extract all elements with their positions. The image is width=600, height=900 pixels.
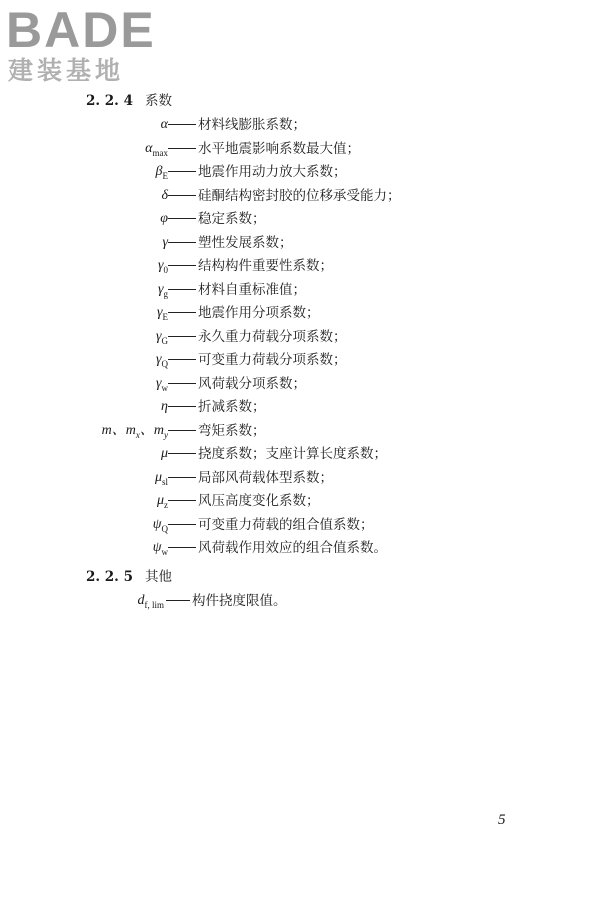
coefficient-definition: 材料线膨胀系数； bbox=[198, 117, 306, 133]
coefficient-symbol: $\gamma_g$ bbox=[157, 281, 168, 299]
coefficient-definition: 永久重力荷载分项系数； bbox=[198, 328, 347, 345]
coefficient-definition: 风荷载作用效应的组合值系数。 bbox=[198, 540, 387, 556]
em-dash-rule bbox=[168, 430, 196, 431]
coefficient-row bbox=[0, 467, 600, 489]
coefficient-symbol: $\gamma_0$ bbox=[157, 258, 168, 275]
section-title: 系数 bbox=[144, 93, 172, 109]
coefficient-row bbox=[0, 420, 600, 442]
em-dash-rule bbox=[168, 148, 196, 149]
coefficient-symbol: φ bbox=[160, 211, 168, 226]
coefficient-definition: 弯矩系数； bbox=[198, 422, 266, 439]
coefficient-definition: 可变重力荷载的组合值系数； bbox=[198, 516, 374, 533]
section-number: 2. 2. 5 bbox=[86, 569, 133, 585]
coefficient-row bbox=[0, 185, 600, 207]
coefficient-row bbox=[0, 514, 600, 536]
coefficient-row bbox=[0, 537, 600, 559]
coefficient-definition: 塑性发展系数； bbox=[198, 234, 293, 251]
coefficient-symbol: $\psi_Q$ bbox=[152, 516, 168, 534]
coefficient-symbol: $\gamma_w$ bbox=[155, 375, 168, 393]
em-dash-rule bbox=[168, 406, 196, 407]
em-dash-rule bbox=[168, 453, 196, 454]
em-dash-rule bbox=[168, 336, 196, 337]
em-dash-rule bbox=[168, 289, 196, 290]
coefficient-symbol: $\alpha_{max}$ bbox=[145, 140, 168, 158]
coefficient-row bbox=[0, 208, 600, 230]
coefficient-definition: 挠度系数；支座计算长度系数； bbox=[198, 446, 387, 462]
coefficient-symbol: γ bbox=[162, 234, 168, 250]
section-heading-2-2-4 bbox=[86, 92, 172, 110]
em-dash-rule bbox=[168, 477, 196, 478]
coefficient-symbol: α bbox=[160, 117, 168, 132]
coefficient-row bbox=[0, 373, 600, 395]
em-dash-rule bbox=[166, 600, 190, 601]
other-definition: 构件挠度限值。 bbox=[192, 593, 287, 609]
coefficient-row bbox=[0, 443, 600, 465]
section-heading-2-2-5 bbox=[86, 568, 172, 586]
em-dash-rule bbox=[168, 195, 196, 196]
coefficient-definition: 局部风荷载体型系数； bbox=[198, 469, 333, 486]
coefficient-row bbox=[0, 138, 600, 160]
em-dash-rule bbox=[168, 547, 196, 548]
other-symbol: $d_{f, lim}$ bbox=[137, 593, 164, 610]
coefficient-row bbox=[0, 326, 600, 348]
coefficient-symbol: η bbox=[161, 399, 168, 414]
em-dash-rule bbox=[168, 265, 196, 266]
em-dash-rule bbox=[168, 171, 196, 172]
coefficient-row bbox=[0, 114, 600, 136]
em-dash-rule bbox=[168, 242, 196, 243]
coefficient-symbol: μ bbox=[160, 446, 168, 461]
other-row bbox=[0, 590, 600, 612]
coefficient-symbol: m、$m_x$、$m_y$ bbox=[101, 422, 168, 440]
em-dash-rule bbox=[168, 359, 196, 360]
coefficient-symbol: $\beta_E$ bbox=[155, 164, 168, 181]
coefficient-symbol: $\gamma_Q$ bbox=[155, 352, 168, 369]
coefficient-symbol: $\gamma_E$ bbox=[156, 305, 168, 322]
em-dash-rule bbox=[168, 383, 196, 384]
coefficient-definition: 折减系数； bbox=[198, 399, 266, 415]
section-title: 其他 bbox=[144, 569, 172, 585]
coefficient-symbol: $\mu_{sl}$ bbox=[154, 469, 168, 487]
coefficient-row bbox=[0, 161, 600, 183]
coefficient-symbol: δ bbox=[161, 187, 168, 203]
coefficient-definition: 结构构件重要性系数； bbox=[198, 258, 333, 274]
coefficient-row bbox=[0, 490, 600, 512]
coefficient-definition: 水平地震影响系数最大值； bbox=[198, 140, 360, 157]
coefficient-definition: 稳定系数； bbox=[198, 211, 266, 227]
coefficient-symbol: $\psi_w$ bbox=[152, 540, 168, 557]
coefficient-definition: 可变重力荷载分项系数； bbox=[198, 352, 347, 368]
coefficient-row bbox=[0, 396, 600, 418]
coefficient-row bbox=[0, 255, 600, 277]
coefficient-definition: 材料自重标准值； bbox=[198, 281, 306, 298]
coefficient-definition: 风荷载分项系数； bbox=[198, 375, 306, 392]
logo bbox=[6, 4, 176, 92]
em-dash-rule bbox=[168, 124, 196, 125]
coefficient-row bbox=[0, 232, 600, 254]
coefficient-row bbox=[0, 349, 600, 371]
em-dash-rule bbox=[168, 524, 196, 525]
logo-chinese-text: 建装基地 bbox=[8, 56, 125, 85]
page-number: 5 bbox=[498, 812, 506, 828]
em-dash-rule bbox=[168, 218, 196, 219]
section-number: 2. 2. 4 bbox=[86, 93, 133, 109]
em-dash-rule bbox=[168, 312, 196, 313]
logo-latin-text: BADE bbox=[6, 2, 156, 58]
coefficient-symbol: $\mu_z$ bbox=[156, 493, 168, 510]
coefficient-definition: 地震作用分项系数； bbox=[198, 305, 320, 321]
em-dash-rule bbox=[168, 500, 196, 501]
coefficient-definition: 地震作用动力放大系数； bbox=[198, 164, 347, 180]
coefficient-row bbox=[0, 279, 600, 301]
coefficient-definition: 风压高度变化系数； bbox=[198, 493, 320, 509]
coefficient-symbol: $\gamma_G$ bbox=[155, 328, 168, 346]
coefficient-row bbox=[0, 302, 600, 324]
coefficient-definition: 硅酮结构密封胶的位移承受能力； bbox=[198, 187, 401, 204]
